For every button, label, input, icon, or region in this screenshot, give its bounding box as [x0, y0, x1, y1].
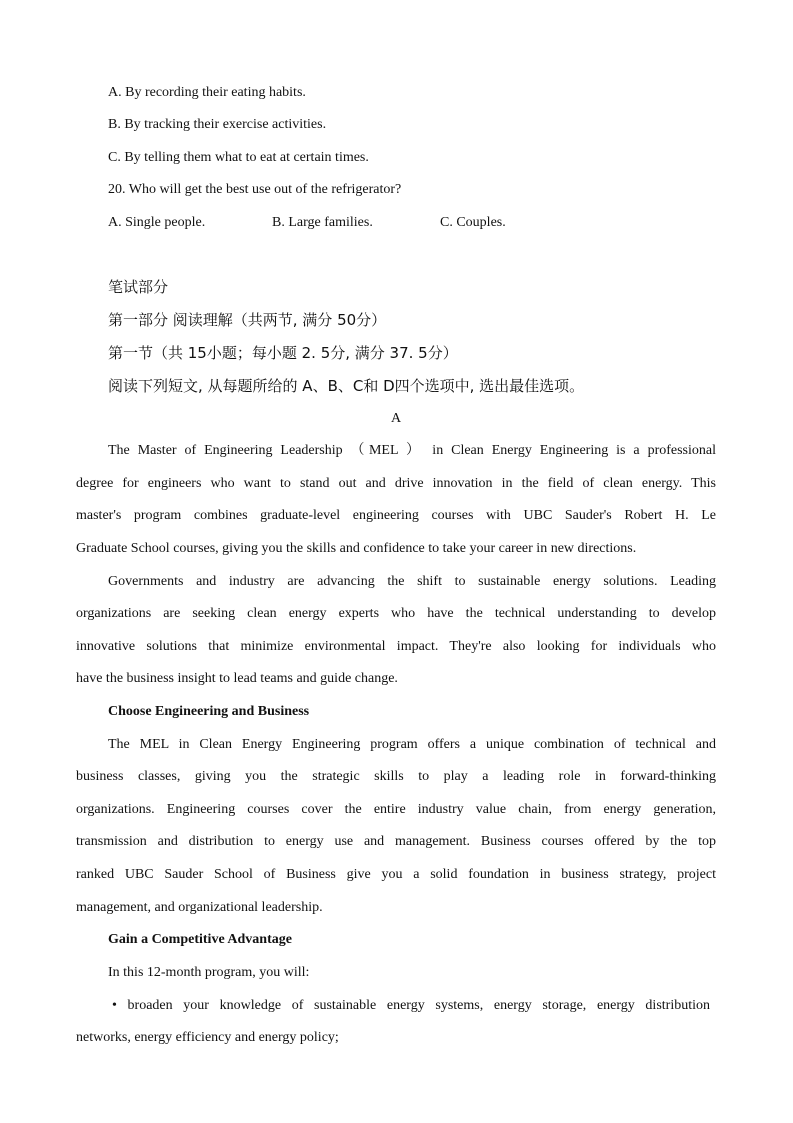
paragraph-line: degree for engineers who want to stand out and drive innovation in the field of clean energy. This — [76, 476, 716, 491]
paragraph-line: master's program combines graduate-level engineering courses with UBC Sauder's Robert H. Le — [76, 508, 716, 523]
option-line: A. By recording their eating habits. — [108, 85, 306, 100]
paragraph-line: The MEL in Clean Energy Engineering program offers a unique combination of technical and — [108, 737, 716, 752]
option-line: B. Large families. — [272, 215, 373, 230]
paragraph-line: In this 12-month program, you will: — [108, 965, 310, 980]
paragraph-line: business classes, giving you the strategic skills to play a leading role in forward-thinking — [76, 769, 716, 784]
question-20: 20. Who will get the best use out of the refrigerator? — [108, 182, 402, 197]
part1-heading: 第一部分 阅读理解（共两节, 满分 50分） — [108, 311, 387, 329]
paragraph-line: ranked UBC Sauder School of Business give you a solid foundation in business strategy, project — [76, 867, 716, 882]
paragraph-line: organizations. Engineering courses cover the entire industry value chain, from energy generation, — [76, 802, 716, 817]
paragraph-line: Governments and industry are advancing the shift to sustainable energy solutions. Leading — [108, 574, 716, 589]
paragraph-line: innovative solutions that minimize environmental impact. They're also looking for individuals who — [76, 639, 716, 654]
paragraph-line: management, and organizational leadership. — [76, 900, 323, 915]
bullet-line: • broaden your knowledge of sustainable energy systems, energy storage, energy distribution — [112, 998, 710, 1013]
paragraph-line: organizations are seeking clean energy experts who have the technical understanding to develop — [76, 606, 716, 621]
subheading: Choose Engineering and Business — [108, 704, 310, 719]
paragraph-line: transmission and distribution to energy use and management. Business courses offered by the top — [76, 834, 716, 849]
option-line: C. Couples. — [440, 215, 506, 230]
option-line: C. By telling them what to eat at certain times. — [108, 150, 369, 165]
written-part-heading: 笔试部分 — [108, 278, 169, 296]
paragraph-line: have the business insight to lead teams and guide change. — [76, 671, 398, 686]
bullet-line: networks, energy efficiency and energy policy; — [76, 1030, 339, 1045]
instructions: 阅读下列短文, 从每题所给的 A、B、C和 D四个选项中, 选出最佳选项。 — [108, 377, 585, 395]
paragraph-line: Graduate School courses, giving you the skills and confidence to take your career in new directions. — [76, 541, 637, 556]
option-line: B. By tracking their exercise activities. — [108, 117, 327, 132]
option-line: A. Single people. — [108, 215, 206, 230]
subheading: Gain a Competitive Advantage — [108, 932, 292, 947]
passage-label: A — [390, 411, 402, 426]
section1-heading: 第一节（共 15小题；每小题 2. 5分, 满分 37. 5分） — [108, 344, 458, 362]
paragraph-line: The Master of Engineering Leadership （MEL ） in Clean Energy Engineering is a professional — [108, 443, 716, 458]
